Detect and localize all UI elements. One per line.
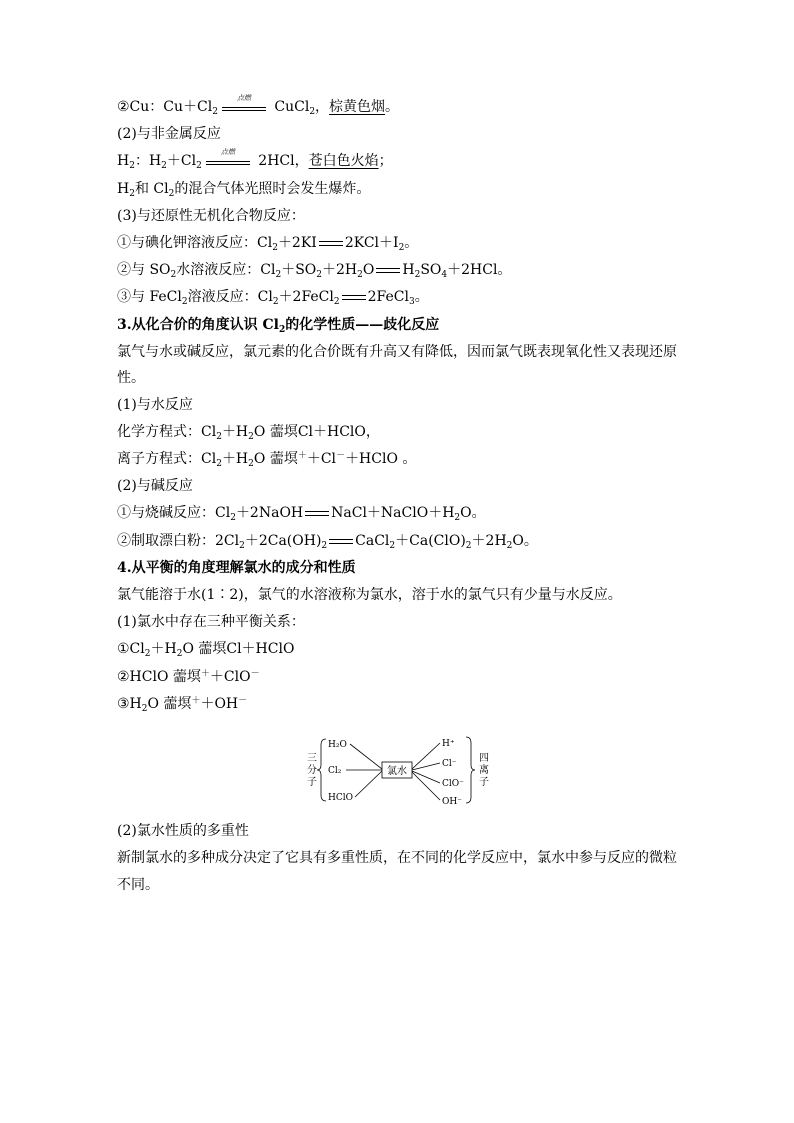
text-line: (3)与还原性无机化合物反应：: [117, 207, 305, 224]
answer-underlined: 苍白色火焰: [308, 153, 379, 170]
text-line: (2)氯水性质的多重性: [117, 823, 249, 839]
document-page: [117, 94, 683, 718]
document-page-continued: [117, 818, 683, 898]
text-line: 氯气能溶于水(1∶2)，氯气的水溶液称为氯水，溶于水的氯气只有少量与水反应。: [117, 587, 622, 603]
text-line: 离子方程式：$Cl_2+H_2O$ 蘦塓＋＋Cl－＋HClO 。: [117, 451, 417, 470]
text-line: 化学方程式：$Cl_2+H_2O$ 蘦塓Cl＋HClO，: [117, 423, 380, 442]
connector-line: [412, 763, 440, 770]
left-label-char: 三: [307, 753, 317, 764]
text-line: $③H_2O$ 蘦塓＋＋OH－: [117, 695, 248, 714]
equals-sign: [318, 236, 344, 250]
connector-line: [412, 771, 440, 783]
paragraph: 新制氯水的多种成分决定了它具有多重性质，在不同的化学反应中，氯水中参与反应的微粒不同。: [117, 850, 677, 893]
equals-sign: [375, 263, 401, 277]
left-label-char: 子: [307, 777, 317, 788]
connector-line: [355, 771, 382, 797]
connector-line: [412, 743, 440, 769]
chlorine-water-diagram: [300, 735, 500, 807]
right-label-char: 离: [479, 765, 489, 776]
reaction-condition-arrow: 点燃: [220, 100, 268, 114]
molecule-label: H₂O: [328, 740, 347, 750]
paragraph: 氯气与水或碱反应，氯元素的化合价既有升高又有降低，因而氯气既表现氧化性又表现还原性。: [117, 343, 677, 387]
text-line: ②Cu：$Cu+Cl_2$ 点燃 CuCl$_2$，棕黄色烟。: [117, 94, 400, 117]
equals-sign: [328, 534, 354, 548]
equals-sign: [341, 290, 367, 304]
left-label-char: 分: [307, 765, 317, 776]
diagram-svg: [300, 735, 500, 807]
section-heading: 3.从化合价的角度认识 $Cl_2$的化学性质——歧化反应: [117, 316, 440, 335]
ion-label: ClO⁻: [442, 779, 464, 789]
right-brace: [466, 737, 475, 803]
text-line: ③与 FeCl$_2$溶液反应：$Cl_2+2FeCl_2$ 2FeCl$_3$。: [117, 289, 429, 308]
text-line: ②制取漂白粉：$2Cl_2+2Ca(OH)_2$ $CaCl_2+Ca(ClO)_2+2H_2O$。: [117, 532, 538, 551]
left-brace: [317, 739, 326, 801]
molecule-label: Cl₂: [328, 766, 342, 776]
text-line: ②HClO 蘦塓＋＋ClO－: [117, 668, 260, 685]
right-label-char: 四: [479, 753, 489, 764]
connector-line: [412, 772, 440, 800]
ion-label: OH⁻: [442, 797, 462, 807]
ion-label: Cl⁻: [442, 759, 457, 769]
ion-label: H⁺: [442, 739, 455, 749]
text-line: $H_2$和 $Cl_2$的混合气体光照时会发生爆炸。: [117, 180, 371, 199]
answer-underlined: 棕黄色烟: [329, 99, 386, 115]
right-label-char: 子: [479, 777, 489, 788]
text-line: (1)氯水中存在三种平衡关系：: [117, 614, 305, 631]
text-line: ①与烧碱反应：$Cl_2+2NaOH$ $NaCl+NaClO+H_2O$。: [117, 505, 486, 524]
equals-sign: [304, 506, 330, 520]
text-line: ①与碘化钾溶液反应：$Cl_2+2KI$ $2KCl+I_2$。: [117, 234, 419, 253]
center-label: 氯水: [387, 766, 407, 777]
text-line: $H_2$：$H_2+Cl_2$ 点燃 2HCl，苍白色火焰；: [117, 148, 393, 172]
text-line: (1)与水反应: [117, 396, 193, 413]
text-line: ②与 $SO_2$水溶液反应：$Cl_2+SO_2+2H_2O$ $H_2SO_4+2HCl$。: [117, 262, 512, 281]
text-line: (2)与碱反应: [117, 478, 193, 495]
reaction-condition-arrow: 点燃: [204, 154, 252, 168]
section-heading: 4.从平衡的角度理解氯水的成分和性质: [117, 559, 356, 576]
connector-line: [350, 744, 382, 769]
text-line: (2)与非金属反应: [117, 126, 221, 143]
molecule-label: HClO: [328, 793, 353, 803]
text-line: $①Cl_2+H_2O$ 蘦塓Cl＋HClO: [117, 641, 295, 660]
